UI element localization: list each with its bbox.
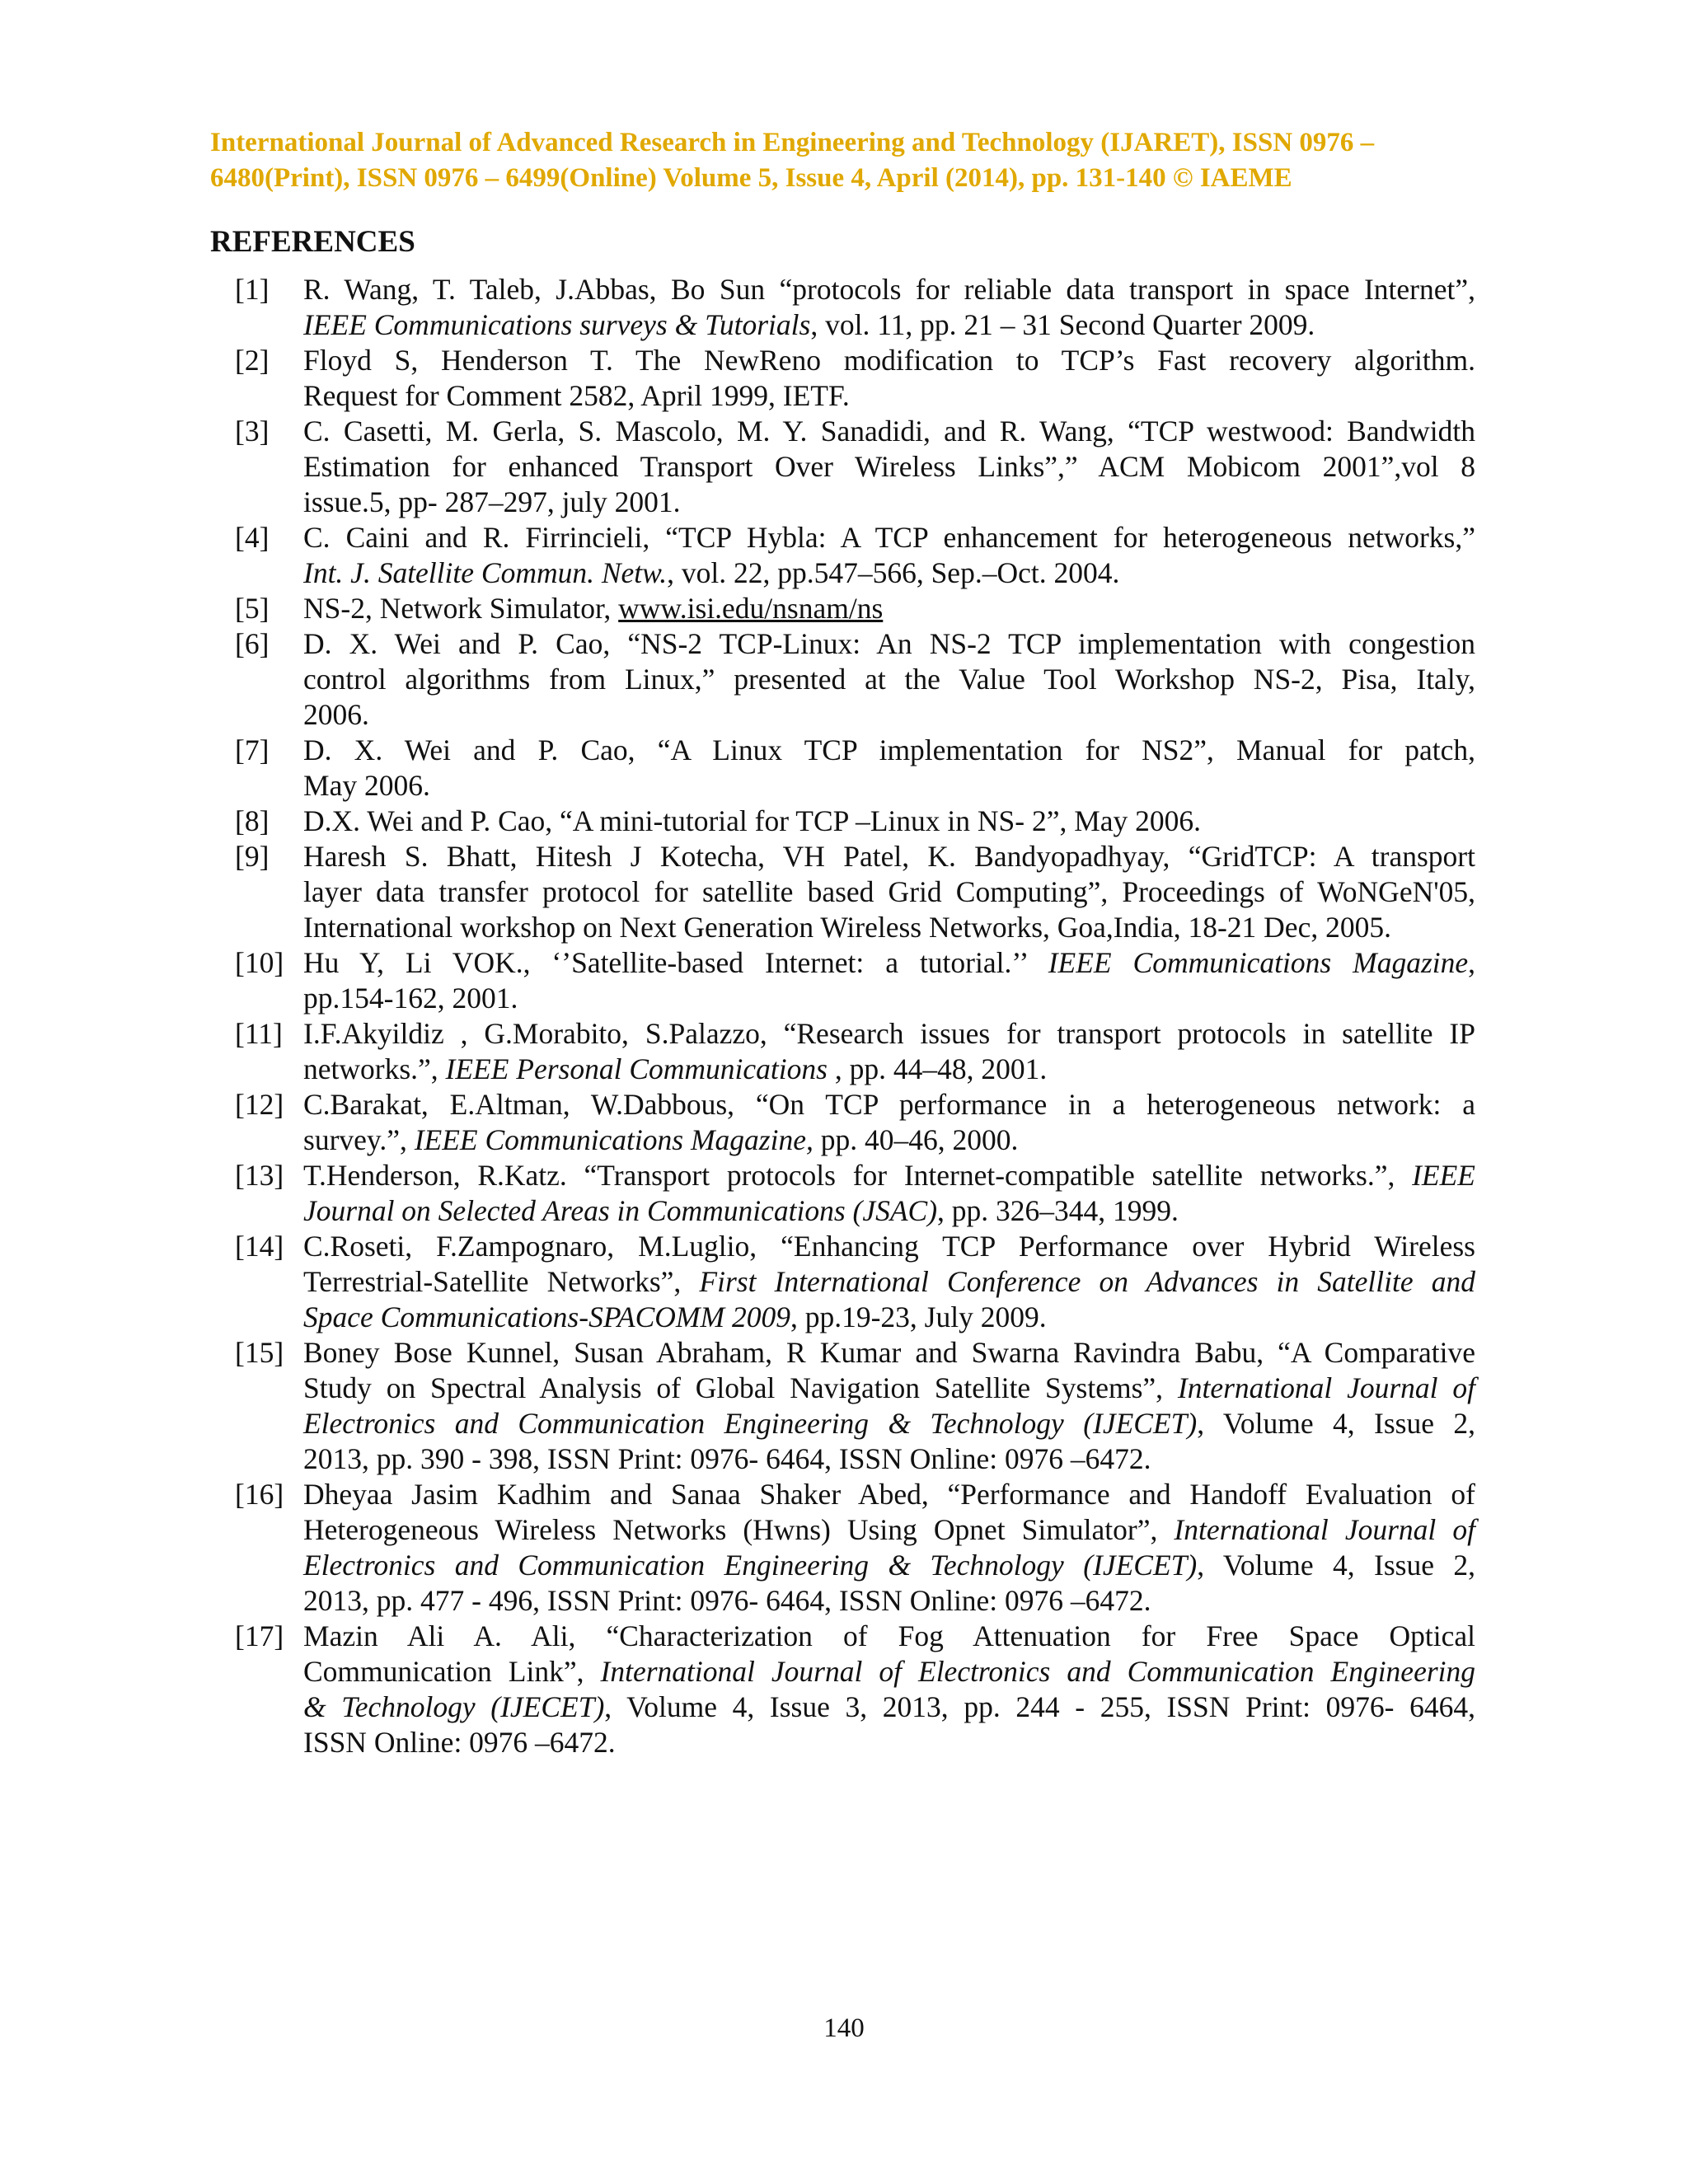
reference-text-line xyxy=(303,520,1475,555)
reference-number: [3] xyxy=(235,415,270,448)
reference-item xyxy=(0,945,1688,1016)
reference-item xyxy=(0,626,1688,733)
reference-text-line xyxy=(303,485,1475,520)
reference-text-line xyxy=(303,1052,1475,1087)
reference-item xyxy=(0,1016,1688,1087)
page-number: 140 xyxy=(823,2013,865,2043)
reference-number: [10] xyxy=(235,946,284,979)
reference-text: Mazin Ali A. Ali, “Characterization of Fog Attenuation for Free Space Optical xyxy=(303,1619,1475,1652)
reference-text: 2013, pp. 390 - 398, ISSN Print: 0976- 6464, ISSN Online: 0976 –6472. xyxy=(303,1442,1151,1475)
reference-text-line xyxy=(303,1335,1475,1371)
reference-text-line xyxy=(303,1229,1475,1264)
reference-text-line xyxy=(303,768,1475,804)
reference-text-line xyxy=(303,1548,1475,1583)
reference-number: [15] xyxy=(235,1336,284,1369)
reference-item xyxy=(0,591,1688,626)
reference-item xyxy=(0,839,1688,945)
reference-text-line xyxy=(303,1654,1475,1690)
reference-number: [13] xyxy=(235,1159,284,1192)
reference-text: Dheyaa Jasim Kadhim and Sanaa Shaker Abed, “Performance and Handoff Evaluation of xyxy=(303,1478,1475,1511)
reference-text: survey.”, xyxy=(303,1123,415,1156)
reference-italic-text: Space Communications-SPACOMM 2009 xyxy=(303,1301,790,1333)
reference-number: [8] xyxy=(235,804,270,837)
reference-item xyxy=(0,520,1688,591)
reference-item xyxy=(0,272,1688,343)
reference-text: C. Casetti, M. Gerla, S. Mascolo, M. Y. Sanadidi, and R. Wang, “TCP westwood: Bandwidth xyxy=(303,415,1475,448)
reference-text: , pp. 326–344, 1999. xyxy=(937,1194,1179,1227)
reference-text-line xyxy=(303,1193,1475,1229)
reference-text: Hu Y, Li VOK., ‘’Satellite-based Internet: a tutorial.’’ xyxy=(303,946,1048,979)
reference-text-line xyxy=(303,1512,1475,1548)
reference-text-line xyxy=(303,272,1475,307)
reference-text-line xyxy=(303,1371,1475,1406)
reference-item xyxy=(0,1619,1688,1760)
journal-header-line-1: International Journal of Advanced Research in Engineering and Technology (IJARET), ISSN 0976 – xyxy=(210,128,1375,157)
reference-text: , pp.19-23, July 2009. xyxy=(790,1301,1047,1333)
reference-italic-text: IEEE Communications Magazine xyxy=(1048,946,1469,979)
reference-text: control algorithms from Linux,” presented at the Value Tool Workshop NS-2, Pisa, Italy, xyxy=(303,663,1475,696)
reference-italic-text: International Journal of Electronics and Communication Engineering xyxy=(600,1655,1476,1688)
reference-italic-text: Int. J. Satellite Commun. Netw. xyxy=(303,556,668,589)
reference-text-line xyxy=(303,697,1475,733)
reference-link[interactable]: www.isi.edu/nsnam/ns xyxy=(618,592,884,625)
reference-number: [7] xyxy=(235,733,270,766)
reference-italic-text: Journal on Selected Areas in Communications (JSAC) xyxy=(303,1194,938,1227)
reference-text: Floyd S, Henderson T. The NewReno modification to TCP’s Fast recovery algorithm. xyxy=(303,344,1475,377)
reference-text-line xyxy=(303,1122,1475,1158)
reference-text: , pp. 44–48, 2001. xyxy=(827,1052,1048,1085)
reference-text: 2006. xyxy=(303,698,369,731)
reference-text-line xyxy=(303,626,1475,662)
reference-italic-text: IEEE Communications surveys & Tutorials xyxy=(303,308,811,341)
reference-italic-text: IEEE xyxy=(1412,1159,1475,1192)
reference-number: [17] xyxy=(235,1619,284,1652)
reference-item xyxy=(0,804,1688,839)
reference-item xyxy=(0,343,1688,414)
reference-text-line xyxy=(303,1583,1475,1619)
reference-text: Boney Bose Kunnel, Susan Abraham, R Kumar and Swarna Ravindra Babu, “A Comparative xyxy=(303,1336,1475,1369)
reference-number: [9] xyxy=(235,840,270,873)
reference-text: , Volume 4, Issue 2, xyxy=(1197,1407,1475,1440)
reference-text: C. Caini and R. Firrincieli, “TCP Hybla: A TCP enhancement for heterogeneous networks,” xyxy=(303,521,1475,554)
reference-text: Haresh S. Bhatt, Hitesh J Kotecha, VH Patel, K. Bandyopadhyay, “GridTCP: A transport xyxy=(303,840,1475,873)
reference-text: 2013, pp. 477 - 496, ISSN Print: 0976- 6464, ISSN Online: 0976 –6472. xyxy=(303,1584,1151,1617)
reference-item xyxy=(0,733,1688,804)
reference-item xyxy=(0,1158,1688,1229)
reference-text-line xyxy=(303,449,1475,485)
reference-text: I.F.Akyildiz , G.Morabito, S.Palazzo, “Research issues for transport protocols in satellite IP xyxy=(303,1017,1475,1050)
reference-text-line xyxy=(303,1725,1475,1760)
reference-item xyxy=(0,1087,1688,1158)
reference-item xyxy=(0,1229,1688,1335)
reference-text: , vol. 22, pp.547–566, Sep.–Oct. 2004. xyxy=(667,556,1120,589)
reference-text-line xyxy=(303,1441,1475,1477)
reference-text: pp.154-162, 2001. xyxy=(303,982,518,1015)
reference-text: pp. 40–46, 2000. xyxy=(813,1123,1019,1156)
reference-item xyxy=(0,1335,1688,1477)
reference-italic-text: International Journal of xyxy=(1174,1513,1475,1546)
reference-number: [14] xyxy=(235,1230,284,1263)
reference-text: , xyxy=(1468,946,1476,979)
reference-italic-text: International Journal of xyxy=(1177,1371,1475,1404)
reference-item xyxy=(0,1477,1688,1619)
reference-number: [2] xyxy=(235,344,270,377)
reference-italic-text: IEEE Personal Communications xyxy=(445,1052,828,1085)
reference-text: NS-2, Network Simulator, xyxy=(303,592,619,625)
reference-text: C.Barakat, E.Altman, W.Dabbous, “On TCP performance in a heterogeneous network: a xyxy=(303,1088,1475,1121)
reference-text: D. X. Wei and P. Cao, “NS-2 TCP-Linux: An NS-2 TCP implementation with congestion xyxy=(303,627,1475,660)
reference-text-line xyxy=(303,1158,1475,1193)
reference-italic-text: First International Conference on Advances in Satellite and xyxy=(699,1265,1475,1298)
reference-text-line xyxy=(303,1016,1475,1052)
journal-header-line-2: 6480(Print), ISSN 0976 – 6499(Online) Volume 5, Issue 4, April (2014), pp. 131-140 © IAEME xyxy=(210,163,1292,193)
reference-text-line xyxy=(303,1477,1475,1512)
reference-number: [1] xyxy=(235,273,270,306)
reference-text-line xyxy=(303,733,1475,768)
reference-text-line xyxy=(303,555,1475,591)
reference-text-line xyxy=(303,307,1475,343)
reference-text: Terrestrial-Satellite Networks”, xyxy=(303,1265,700,1298)
reference-number: [5] xyxy=(235,592,270,625)
reference-text: Communication Link”, xyxy=(303,1655,601,1688)
reference-text: C.Roseti, F.Zampognaro, M.Luglio, “Enhancing TCP Performance over Hybrid Wireless xyxy=(303,1230,1475,1263)
reference-text: D.X. Wei and P. Cao, “A mini-tutorial for TCP –Linux in NS- 2”, May 2006. xyxy=(303,804,1202,837)
references-heading: REFERENCES xyxy=(210,225,415,259)
reference-text-line xyxy=(303,1087,1475,1122)
reference-text-line xyxy=(303,1619,1475,1654)
reference-text: ISSN Online: 0976 –6472. xyxy=(303,1726,616,1759)
reference-text-line xyxy=(303,839,1475,874)
reference-italic-text: Electronics and Communication Engineering & Technology (IJECET) xyxy=(303,1407,1198,1440)
journal-header xyxy=(210,125,1479,196)
reference-text-line xyxy=(303,343,1475,378)
reference-text: , vol. 11, pp. 21 – 31 Second Quarter 2009. xyxy=(810,308,1315,341)
reference-number: [11] xyxy=(235,1017,283,1050)
reference-text: Request for Comment 2582, April 1999, IETF. xyxy=(303,379,850,412)
reference-text: R. Wang, T. Taleb, J.Abbas, Bo Sun “protocols for reliable data transport in space Internet”, xyxy=(303,273,1475,306)
reference-text: , Volume 4, Issue 2, xyxy=(1197,1549,1475,1582)
reference-text-line xyxy=(303,662,1475,697)
reference-text-line xyxy=(303,414,1475,449)
reference-text: networks.”, xyxy=(303,1052,446,1085)
reference-text-line xyxy=(303,1406,1475,1441)
reference-number: [16] xyxy=(235,1478,284,1511)
reference-text-line xyxy=(303,1690,1475,1725)
reference-text: D. X. Wei and P. Cao, “A Linux TCP implementation for NS2”, Manual for patch, xyxy=(303,733,1475,766)
reference-text: May 2006. xyxy=(303,769,430,802)
reference-text: T.Henderson, R.Katz. “Transport protocols for Internet-compatible satellite networks.”, xyxy=(303,1159,1413,1192)
reference-text: International workshop on Next Generation Wireless Networks, Goa,India, 18-21 Dec, 2005. xyxy=(303,911,1391,944)
reference-text-line xyxy=(303,945,1475,981)
reference-number: [12] xyxy=(235,1088,284,1121)
reference-text: Estimation for enhanced Transport Over Wireless Links”,” ACM Mobicom 2001”,vol 8 xyxy=(303,450,1475,483)
reference-text-line xyxy=(303,1264,1475,1300)
reference-text: , Volume 4, Issue 3, 2013, pp. 244 - 255, ISSN Print: 0976- 6464, xyxy=(604,1690,1475,1723)
reference-italic-text: & Technology (IJECET) xyxy=(303,1690,605,1723)
reference-italic-text: IEEE Communications Magazine, xyxy=(414,1123,814,1156)
reference-text-line xyxy=(303,910,1475,945)
reference-item xyxy=(0,414,1688,520)
reference-number: [4] xyxy=(235,521,270,554)
reference-text: issue.5, pp- 287–297, july 2001. xyxy=(303,485,681,518)
reference-text: Study on Spectral Analysis of Global Navigation Satellite Systems”, xyxy=(303,1371,1178,1404)
reference-text-line xyxy=(303,378,1475,414)
reference-text-line xyxy=(303,804,1475,839)
reference-italic-text: Electronics and Communication Engineering & Technology (IJECET) xyxy=(303,1549,1198,1582)
reference-number: [6] xyxy=(235,627,270,660)
reference-text: Heterogeneous Wireless Networks (Hwns) Using Opnet Simulator”, xyxy=(303,1513,1175,1546)
reference-text-line xyxy=(303,591,1475,626)
reference-text-line xyxy=(303,874,1475,910)
reference-text-line xyxy=(303,1300,1475,1335)
reference-text: layer data transfer protocol for satellite based Grid Computing”, Proceedings of WoNGeN'05, xyxy=(303,875,1475,908)
reference-text-line xyxy=(303,981,1475,1016)
